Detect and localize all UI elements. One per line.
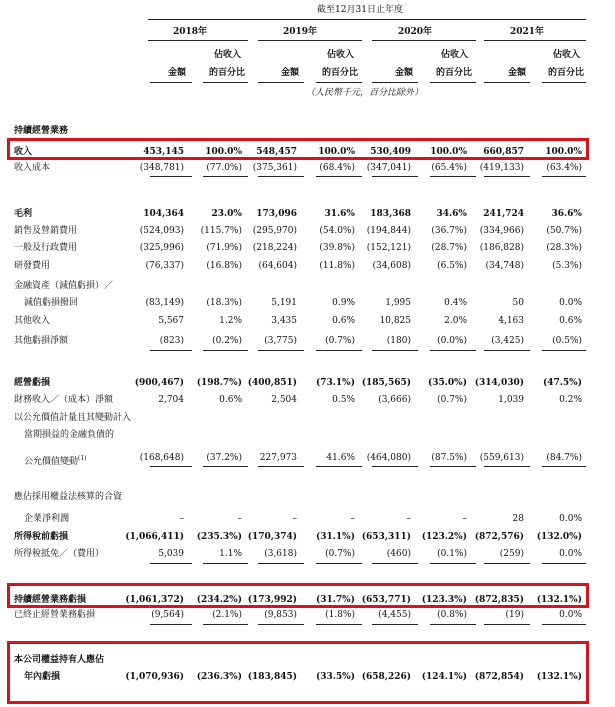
- percent-cell: 100.0%: [430, 147, 467, 157]
- percent-cell: 0.6%: [332, 316, 355, 326]
- percent-cell: (28.3%): [546, 243, 582, 253]
- amount-cell: (259): [499, 549, 524, 559]
- amount-cell: (152,121): [366, 243, 411, 253]
- percent-cell: 0.0%: [559, 514, 582, 524]
- percent-cell: (0.5%): [552, 336, 582, 346]
- amount-cell: (325,996): [139, 243, 184, 253]
- subtotal-rule: [484, 176, 530, 177]
- percent-cell: 0.6%: [219, 395, 242, 405]
- row-label: 研發費用: [14, 261, 51, 271]
- subtotal-rule: [430, 466, 476, 467]
- percent-cell: (84.7%): [546, 453, 582, 463]
- subtotal-rule: [316, 563, 362, 564]
- footnote-marker: (1): [78, 455, 87, 462]
- percent-cell: (31.1%): [316, 532, 355, 542]
- row-label: 所得稅抵免／（費用）: [14, 549, 105, 559]
- percent-cell: (132.1%): [536, 595, 582, 605]
- percent-cell: –: [350, 514, 355, 524]
- percent-cell: (18.3%): [206, 298, 242, 308]
- percent-cell: 0.6%: [559, 316, 582, 326]
- col-rule-2020-amt: [372, 82, 418, 83]
- subtotal-rule: [372, 350, 418, 351]
- amount-cell: (295,970): [252, 226, 297, 236]
- amount-cell: 183,368: [370, 209, 411, 219]
- row-label: 公允價值變動$^{(1)}$: [24, 455, 87, 467]
- amount-cell: 5,567: [158, 316, 184, 326]
- amount-cell: 5,039: [158, 549, 184, 559]
- row-label: 毛利: [14, 209, 33, 219]
- percent-cell: 23.0%: [211, 209, 242, 219]
- amount-cell: 10,825: [379, 316, 411, 326]
- subtotal-rule: [203, 176, 248, 177]
- percent-cell: (0.7%): [325, 336, 355, 346]
- percent-cell: (39.8%): [319, 243, 355, 253]
- row-label: 所得稅前虧損: [14, 532, 69, 542]
- subtotal-rule: [372, 563, 418, 564]
- percent-cell: 1.2%: [219, 316, 242, 326]
- amount-cell: 4,163: [498, 316, 524, 326]
- percent-cell: (235.3%): [196, 532, 242, 542]
- amount-cell: (400,851): [247, 378, 297, 388]
- percent-cell: (77.0%): [206, 163, 242, 173]
- pct-label-2021-a: 佔收入: [552, 50, 580, 60]
- amount-cell: (1,061,372): [125, 595, 184, 605]
- year-2018: 2018年: [172, 27, 208, 37]
- amount-cell: (900,467): [134, 378, 184, 388]
- subtotal-rule: [430, 563, 476, 564]
- percent-cell: (236.3%): [196, 672, 242, 682]
- amount-cell: (823): [159, 336, 184, 346]
- percent-cell: 0.5%: [332, 395, 355, 405]
- pct-label-2020-b: 的百分比: [435, 68, 472, 78]
- amount-cell: (4,455): [378, 610, 411, 620]
- row-label: 持續經營業務虧損: [14, 595, 87, 605]
- amount-label-2018: 金額: [167, 68, 186, 78]
- amount-cell: (872,576): [474, 532, 524, 542]
- percent-cell: –: [237, 514, 242, 524]
- amount-cell: (170,374): [247, 532, 297, 542]
- amount-label-2021: 金額: [507, 68, 526, 78]
- amount-cell: (34,608): [372, 261, 411, 271]
- percent-cell: –: [462, 514, 467, 524]
- percent-cell: 36.6%: [551, 209, 582, 219]
- percent-cell: (28.7%): [431, 243, 467, 253]
- subtotal-rule: [258, 624, 304, 625]
- amount-cell: (180): [386, 336, 411, 346]
- percent-cell: (123.2%): [421, 532, 467, 542]
- amount-cell: (872,835): [474, 595, 524, 605]
- row-label: 當期損益的金融負債的: [24, 430, 115, 440]
- row-label: 一般及行政費用: [14, 243, 78, 253]
- col-rule-2019-pct: [316, 82, 362, 83]
- pct-label-2019-a: 佔收入: [326, 50, 354, 60]
- amount-cell: (185,565): [361, 378, 411, 388]
- percent-cell: (35.0%): [428, 378, 467, 388]
- percent-cell: (54.0%): [319, 226, 355, 236]
- percent-cell: (5.3%): [552, 261, 582, 271]
- amount-cell: (653,311): [361, 532, 411, 542]
- col-rule-2021-amt: [484, 82, 530, 83]
- row-label: 企業淨利潤: [24, 514, 70, 524]
- percent-cell: (6.5%): [437, 261, 467, 271]
- subtotal-rule: [203, 563, 248, 564]
- percent-cell: 100.0%: [205, 147, 242, 157]
- amount-cell: 530,409: [370, 147, 411, 157]
- percent-cell: (68.4%): [319, 163, 355, 173]
- percent-cell: (132.0%): [536, 532, 582, 542]
- percent-cell: (47.5%): [543, 378, 582, 388]
- percent-cell: (1.8%): [325, 610, 355, 620]
- percent-cell: (0.0%): [437, 336, 467, 346]
- col-rule-2018-amt: [150, 82, 192, 83]
- amount-cell: 5,191: [271, 298, 297, 308]
- amount-cell: (3,618): [264, 549, 297, 559]
- highlight-annual-loss: [7, 641, 589, 704]
- subtotal-rule: [484, 624, 530, 625]
- amount-cell: (186,828): [479, 243, 524, 253]
- percent-cell: 100.0%: [545, 147, 582, 157]
- year-rule-2019: [258, 40, 362, 41]
- row-label: 收入成本: [14, 163, 51, 173]
- subtotal-rule: [316, 350, 362, 351]
- amount-cell: 50: [512, 298, 524, 308]
- percent-cell: 0.0%: [559, 549, 582, 559]
- percent-cell: (71.9%): [206, 243, 242, 253]
- percent-cell: (63.4%): [546, 163, 582, 173]
- amount-cell: (194,844): [366, 226, 411, 236]
- row-label: 金融資產（減值虧損）／: [14, 281, 114, 291]
- amount-cell: (218,224): [252, 243, 297, 253]
- subtotal-rule: [203, 466, 248, 467]
- amount-cell: 3,435: [271, 316, 297, 326]
- row-label: 收入: [14, 147, 33, 157]
- pct-label-2018-b: 的百分比: [208, 68, 245, 78]
- unit-note: （人民幣千元，百分比除外）: [306, 88, 424, 98]
- amount-label-2020: 金額: [394, 68, 413, 78]
- subtotal-rule: [316, 624, 362, 625]
- section-title: 持續經營業務: [14, 126, 69, 136]
- subtotal-rule: [430, 624, 476, 625]
- amount-cell: (19): [505, 610, 524, 620]
- percent-cell: 0.0%: [559, 610, 582, 620]
- header-rule-top: [148, 19, 586, 20]
- percent-cell: (234.2%): [196, 595, 242, 605]
- subtotal-rule: [484, 466, 530, 467]
- amount-cell: (334,966): [479, 226, 524, 236]
- amount-cell: (524,093): [139, 226, 184, 236]
- amount-cell: (872,854): [474, 672, 524, 682]
- amount-cell: (1,066,411): [125, 532, 184, 542]
- year-2020: 2020年: [397, 27, 433, 37]
- percent-cell: (50.7%): [546, 226, 582, 236]
- subtotal-rule: [258, 563, 304, 564]
- amount-cell: (83,149): [145, 298, 184, 308]
- amount-cell: 104,364: [143, 209, 184, 219]
- row-label: 其他虧損淨額: [14, 336, 69, 346]
- highlight-revenue: [7, 138, 589, 160]
- amount-cell: (559,613): [479, 453, 524, 463]
- subtotal-rule: [258, 176, 304, 177]
- pct-label-2019-b: 的百分比: [321, 68, 358, 78]
- highlight-continuing-loss: [7, 583, 589, 608]
- percent-cell: 34.6%: [436, 209, 467, 219]
- col-rule-2019-amt: [258, 82, 304, 83]
- amount-cell: 2,704: [158, 395, 184, 405]
- percent-cell: (0.7%): [437, 395, 467, 405]
- subtotal-rule: [542, 176, 586, 177]
- row-label: 其他收入: [14, 316, 51, 326]
- subtotal-rule: [258, 350, 304, 351]
- year-2019: 2019年: [282, 27, 318, 37]
- subtotal-rule: [150, 176, 192, 177]
- subtotal-rule: [430, 350, 476, 351]
- row-label: 減值虧損撥回: [24, 298, 79, 308]
- percent-cell: (198.7%): [196, 378, 242, 388]
- amount-cell: 1,995: [385, 298, 411, 308]
- row-label: 以公允價值計量且其變動計入: [14, 413, 132, 423]
- percent-cell: (16.8%): [206, 261, 242, 271]
- period-header: 截至12月31日止年度: [317, 5, 403, 15]
- percent-cell: (0.8%): [437, 610, 467, 620]
- amount-cell: 173,096: [256, 209, 297, 219]
- pct-label-2020-a: 佔收入: [440, 50, 468, 60]
- percent-cell: (73.1%): [316, 378, 355, 388]
- percent-cell: (123.3%): [421, 595, 467, 605]
- percent-cell: (0.1%): [437, 549, 467, 559]
- subtotal-rule: [316, 466, 362, 467]
- pct-label-2018-a: 佔收入: [213, 50, 241, 60]
- percent-cell: (65.4%): [431, 163, 467, 173]
- subtotal-rule: [203, 350, 248, 351]
- subtotal-rule: [542, 624, 586, 625]
- subtotal-rule: [150, 466, 192, 467]
- amount-cell: (183,845): [247, 672, 297, 682]
- percent-cell: 0.0%: [559, 298, 582, 308]
- percent-cell: (0.7%): [325, 549, 355, 559]
- year-rule-2021: [484, 40, 586, 41]
- subtotal-rule: [372, 176, 418, 177]
- amount-cell: (419,133): [479, 163, 524, 173]
- amount-cell: (9,564): [151, 610, 184, 620]
- amount-cell: (9,853): [264, 610, 297, 620]
- row-label: 已終止經營業務虧損: [14, 610, 96, 620]
- percent-cell: (132.1%): [536, 672, 582, 682]
- col-rule-2020-pct: [430, 82, 476, 83]
- amount-cell: (464,080): [366, 453, 411, 463]
- amount-cell: (76,337): [145, 261, 184, 271]
- amount-cell: (375,361): [252, 163, 297, 173]
- amount-cell: (3,666): [378, 395, 411, 405]
- subtotal-rule: [372, 624, 418, 625]
- subtotal-rule: [203, 624, 248, 625]
- col-rule-2018-pct: [203, 82, 248, 83]
- amount-cell: (168,648): [139, 453, 184, 463]
- pct-label-2021-b: 的百分比: [547, 68, 584, 78]
- row-label: 銷售及營銷費用: [14, 226, 78, 236]
- amount-cell: (653,771): [361, 595, 411, 605]
- amount-cell: (64,604): [258, 261, 297, 271]
- amount-cell: –: [179, 514, 184, 524]
- subtotal-rule: [150, 624, 192, 625]
- amount-cell: (348,781): [139, 163, 184, 173]
- row-label: 年內虧損: [24, 672, 61, 682]
- percent-cell: (0.2%): [212, 336, 242, 346]
- amount-cell: (3,425): [491, 336, 524, 346]
- percent-cell: 2.0%: [444, 316, 467, 326]
- percent-cell: 0.4%: [444, 298, 467, 308]
- percent-cell: (31.7%): [316, 595, 355, 605]
- amount-cell: 660,857: [483, 147, 524, 157]
- amount-cell: 28: [512, 514, 524, 524]
- percent-cell: 0.9%: [332, 298, 355, 308]
- percent-cell: (37.2%): [206, 453, 242, 463]
- subtotal-rule: [150, 350, 192, 351]
- subtotal-rule: [372, 466, 418, 467]
- col-rule-2021-pct: [542, 82, 586, 83]
- amount-cell: (460): [386, 549, 411, 559]
- subtotal-rule: [150, 563, 192, 564]
- row-label: 經營虧損: [14, 378, 51, 388]
- row-label: 應佔採用權益法核算的合資: [14, 492, 123, 502]
- amount-cell: 241,724: [483, 209, 524, 219]
- row-label: 財務收入／（成本）淨額: [14, 395, 114, 405]
- row-label: 本公司權益持有人應佔: [14, 655, 105, 665]
- subtotal-rule: [542, 350, 586, 351]
- amount-cell: (173,992): [247, 595, 297, 605]
- subtotal-rule: [484, 563, 530, 564]
- amount-cell: 2,504: [271, 395, 297, 405]
- percent-cell: 100.0%: [318, 147, 355, 157]
- amount-cell: (34,748): [485, 261, 524, 271]
- percent-cell: (115.7%): [200, 226, 242, 236]
- subtotal-rule: [316, 176, 362, 177]
- percent-cell: 1.1%: [219, 549, 242, 559]
- year-2021: 2021年: [509, 27, 545, 37]
- subtotal-rule: [484, 350, 530, 351]
- percent-cell: (36.7%): [431, 226, 467, 236]
- amount-label-2019: 金額: [280, 68, 299, 78]
- subtotal-rule: [542, 563, 586, 564]
- subtotal-rule: [258, 466, 304, 467]
- percent-cell: (124.1%): [421, 672, 467, 682]
- percent-cell: (87.5%): [431, 453, 467, 463]
- percent-cell: 41.6%: [326, 453, 355, 463]
- amount-cell: –: [406, 514, 411, 524]
- year-rule-2020: [372, 40, 476, 41]
- subtotal-rule: [430, 176, 476, 177]
- amount-cell: 227,973: [259, 453, 297, 463]
- percent-cell: 31.6%: [324, 209, 355, 219]
- amount-cell: 1,039: [498, 395, 524, 405]
- amount-cell: (1,070,936): [125, 672, 184, 682]
- amount-cell: (658,226): [361, 672, 411, 682]
- percent-cell: (11.8%): [319, 261, 355, 271]
- amount-cell: (347,041): [366, 163, 411, 173]
- subtotal-rule: [542, 466, 586, 467]
- percent-cell: 0.2%: [559, 395, 582, 405]
- percent-cell: (33.5%): [316, 672, 355, 682]
- amount-cell: 548,457: [256, 147, 297, 157]
- amount-cell: (3,775): [264, 336, 297, 346]
- year-rule-2018: [148, 40, 248, 41]
- percent-cell: (2.1%): [212, 610, 242, 620]
- amount-cell: 453,145: [143, 147, 184, 157]
- amount-cell: –: [292, 514, 297, 524]
- amount-cell: (314,030): [474, 378, 524, 388]
